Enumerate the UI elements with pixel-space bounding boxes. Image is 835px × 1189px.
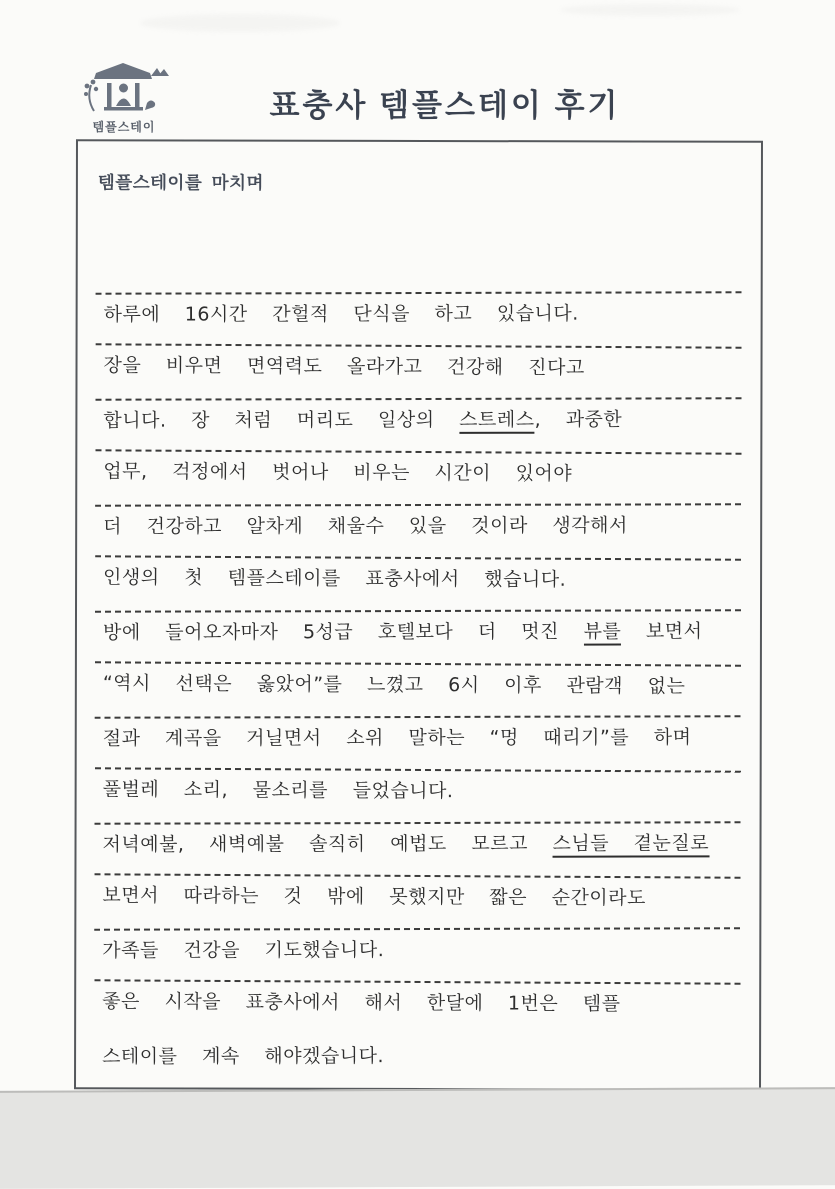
handwriting-text: 합니다. 장 처럼 머리도 일상의 bbox=[103, 408, 460, 432]
handwriting-text: 저녁예불, 새벽예불 솔직히 예법도 모르고 bbox=[102, 832, 553, 856]
handwriting-text: , 과중한 bbox=[534, 408, 623, 431]
handwriting-text: 방에 들어오자마자 5성급 호텔보다 더 멋진 bbox=[102, 620, 584, 644]
handwriting-text: 스테이를 계속 해야겠습니다. bbox=[102, 1045, 385, 1068]
handwriting-text: 가족들 건강을 기도했습니다. bbox=[102, 939, 385, 962]
handwriting-line bbox=[95, 715, 742, 769]
form-heading: 템플스테이를 마치며 bbox=[97, 172, 264, 193]
handwriting-line bbox=[96, 291, 743, 345]
handwriting-text: 보면서 bbox=[621, 620, 703, 643]
handwriting-line bbox=[95, 661, 742, 717]
handwriting-underlined-text: 스트레스 bbox=[459, 409, 534, 434]
scan-smudge bbox=[140, 14, 340, 32]
scanner-background bbox=[0, 1087, 835, 1189]
handwriting-line bbox=[94, 873, 741, 929]
handwriting-underlined-text: 스님들 곁눈질로 bbox=[552, 832, 709, 857]
handwriting-rows bbox=[94, 291, 743, 1087]
handwriting-text: 더 건강하고 알차게 채울수 있을 것이라 생각해서 bbox=[103, 514, 628, 538]
scan-smudge bbox=[560, 4, 740, 16]
handwriting-line bbox=[95, 449, 742, 505]
handwriting-text: 장을 비우면 면역력도 올라가고 건강해 진다고 bbox=[103, 354, 585, 379]
review-form-box bbox=[74, 139, 763, 1090]
handwriting-line bbox=[95, 343, 742, 399]
handwriting-line bbox=[95, 503, 742, 557]
handwriting-text: “역시 선택은 옳았어”를 느꼈고 6시 이후 관람객 없는 bbox=[102, 672, 686, 698]
handwriting-line bbox=[94, 767, 741, 823]
handwriting-line bbox=[95, 555, 742, 611]
logo-label: 템플스테이 bbox=[92, 120, 156, 134]
handwriting-text: 보면서 따라하는 것 밖에 못했지만 짧은 순간이라도 bbox=[102, 884, 646, 910]
handwriting-text: 좋은 시작을 표충사에서 해서 한달에 1번은 템플 bbox=[102, 990, 621, 1016]
handwriting-line bbox=[94, 821, 741, 875]
handwriting-text: 업무, 걱정에서 벗어나 비우는 시간이 있어야 bbox=[103, 460, 573, 485]
handwriting-text: 풀벌레 소리, 물소리를 들었습니다. bbox=[102, 778, 454, 803]
handwriting-line bbox=[95, 397, 742, 451]
handwriting-line bbox=[94, 927, 741, 981]
handwriting-underlined-text: 뷰를 bbox=[584, 621, 622, 646]
handwriting-line bbox=[95, 609, 742, 663]
handwriting-text: 하루에 16시간 간헐적 단식을 하고 있습니다. bbox=[103, 302, 579, 326]
handwriting-line bbox=[94, 979, 741, 1035]
handwriting-line bbox=[94, 1033, 741, 1087]
page-title: 표충사 템플스테이 후기 bbox=[269, 88, 621, 123]
handwriting-text: 인생의 첫 템플스테이를 표충사에서 했습니다. bbox=[103, 566, 567, 591]
handwriting-text: 절과 계곡을 거닐면서 소위 말하는 “멍 때리기”를 하며 bbox=[102, 726, 692, 750]
